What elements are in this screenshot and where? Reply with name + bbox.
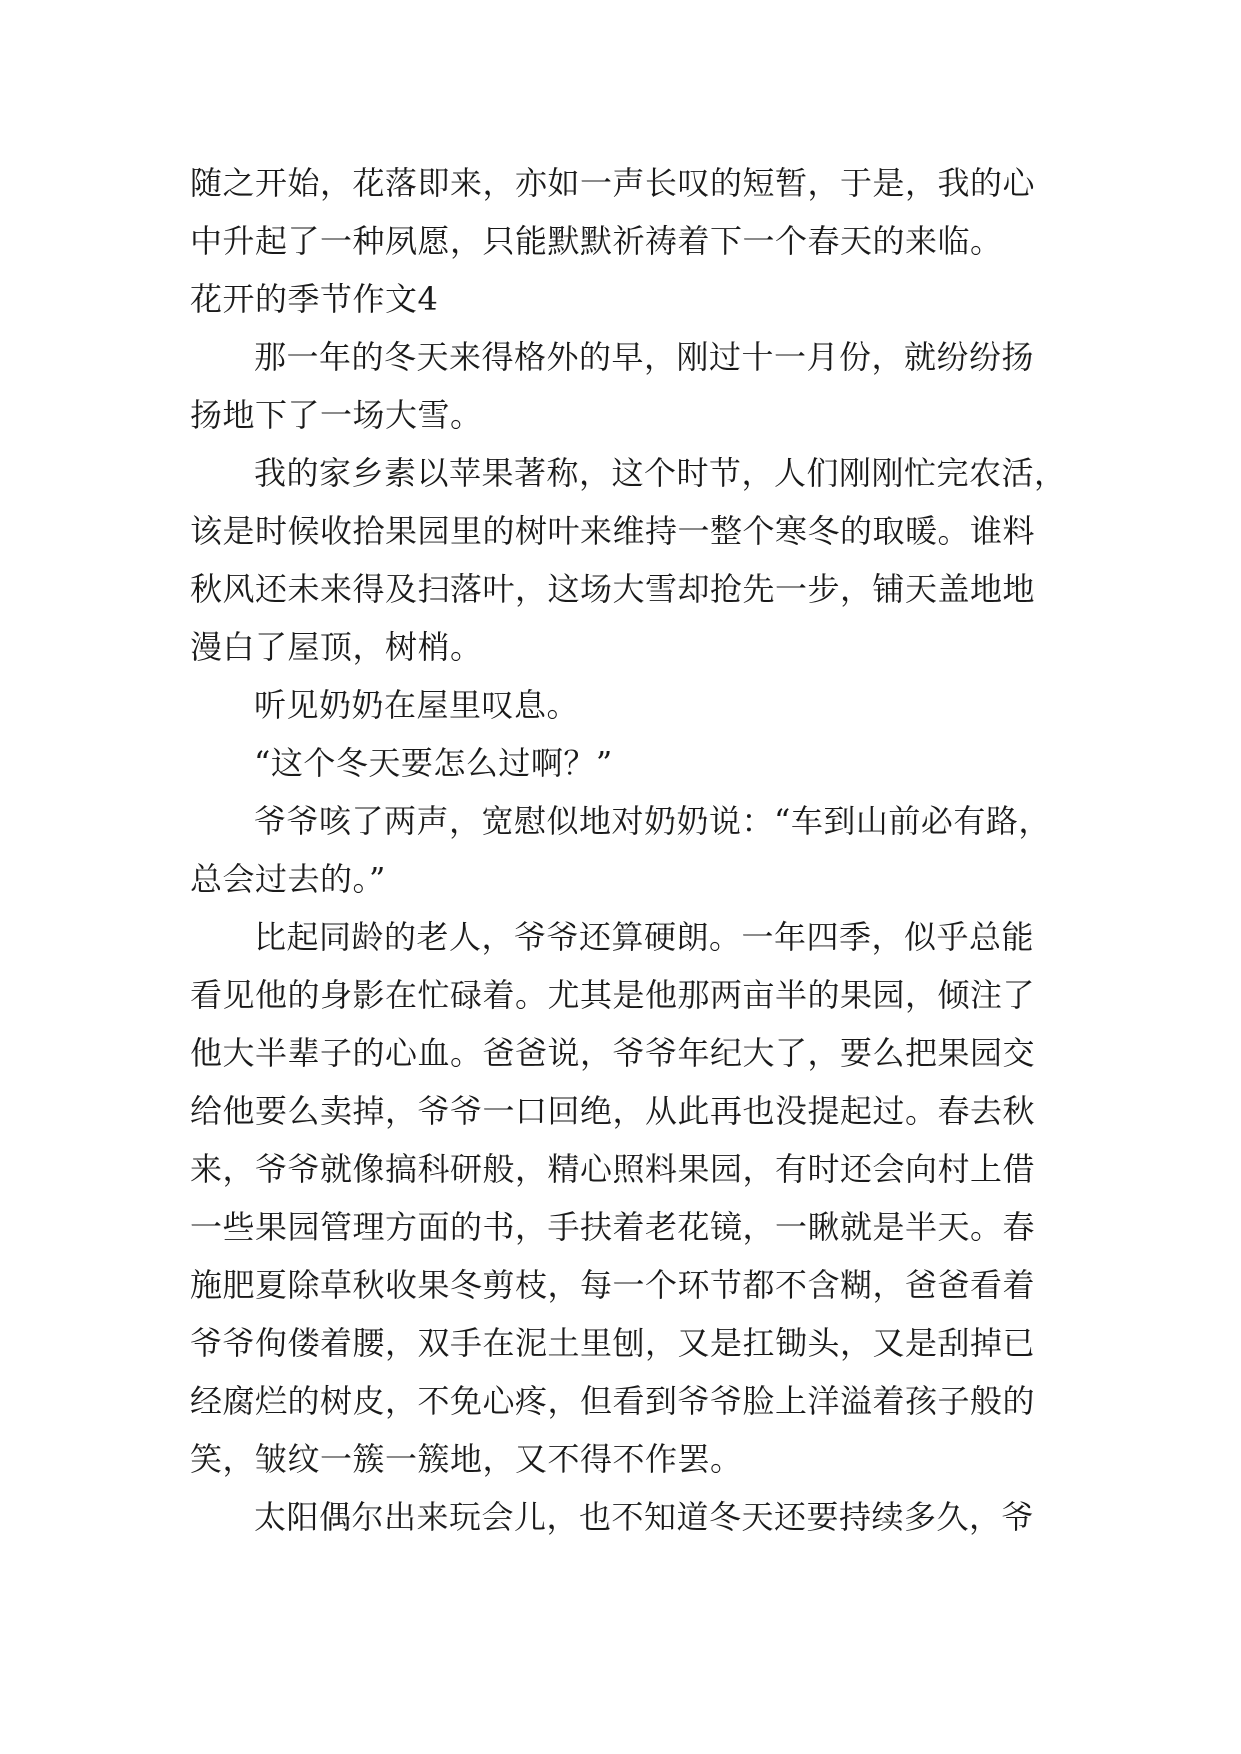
text-line: 爷爷佝偻着腰，双手在泥土里刨，又是扛锄头，又是刮掉已 [190, 1324, 1036, 1362]
text-line: 施肥夏除草秋收果冬剪枝，每一个环节都不含糊，爸爸看着 [190, 1266, 1036, 1304]
paragraph [190, 328, 1070, 444]
paragraph [190, 792, 1070, 908]
text-line: 那一年的冬天来得格外的早，刚过十一月份，就纷纷扬 [254, 338, 1035, 376]
text-line: 总会过去的。” [190, 860, 386, 898]
text-line: 中升起了一种夙愿，只能默默祈祷着下一个春天的来临。 [190, 222, 1003, 260]
paragraph [190, 1488, 1070, 1546]
text-line: 我的家乡素以苹果著称，这个时节，人们刚刚忙完农活， [254, 454, 1067, 492]
text-line: 一些果园管理方面的书，手扶着老花镜，一瞅就是半天。春 [190, 1208, 1036, 1246]
text-line: 他大半辈子的心血。爸爸说，爷爷年纪大了，要么把果园交 [190, 1034, 1036, 1072]
paragraph [190, 444, 1070, 676]
text-line: 比起同龄的老人，爷爷还算硬朗。一年四季，似乎总能 [254, 918, 1035, 956]
text-line: 扬地下了一场大雪。 [190, 396, 483, 434]
text-line: 经腐烂的树皮，不免心疼，但看到爷爷脸上洋溢着孩子般的 [190, 1382, 1036, 1420]
text-line: 给他要么卖掉，爷爷一口回绝，从此再也没提起过。春去秋 [190, 1092, 1036, 1130]
text-line: 看见他的身影在忙碌着。尤其是他那两亩半的果园，倾注了 [190, 976, 1036, 1014]
text-line: 听见奶奶在屋里叹息。 [254, 686, 580, 724]
text-line: 爷爷咳了两声，宽慰似地对奶奶说：“车到山前必有路， [254, 802, 1051, 840]
text-line: 笑，皱纹一簇一簇地，又不得不作罢。 [190, 1440, 743, 1478]
text-line: 太阳偶尔出来玩会儿，也不知道冬天还要持续多久，爷 [254, 1498, 1035, 1536]
text-line: 该是时候收拾果园里的树叶来维持一整个寒冬的取暖。谁料 [190, 512, 1036, 550]
text-line: 来，爷爷就像搞科研般，精心照料果园，有时还会向村上借 [190, 1150, 1036, 1188]
text-line: 漫白了屋顶，树梢。 [190, 628, 483, 666]
paragraph [190, 734, 1070, 792]
section-heading: 花开的季节作文4 [190, 280, 439, 318]
text-line: “这个冬天要怎么过啊？” [254, 744, 613, 782]
text-line: 秋风还未来得及扫落叶，这场大雪却抢先一步，铺天盖地地 [190, 570, 1036, 608]
paragraph [190, 908, 1070, 1488]
document-body [190, 154, 1070, 1546]
paragraph [190, 676, 1070, 734]
text-line: 随之开始，花落即来，亦如一声长叹的短暂，于是，我的心 [190, 164, 1036, 202]
